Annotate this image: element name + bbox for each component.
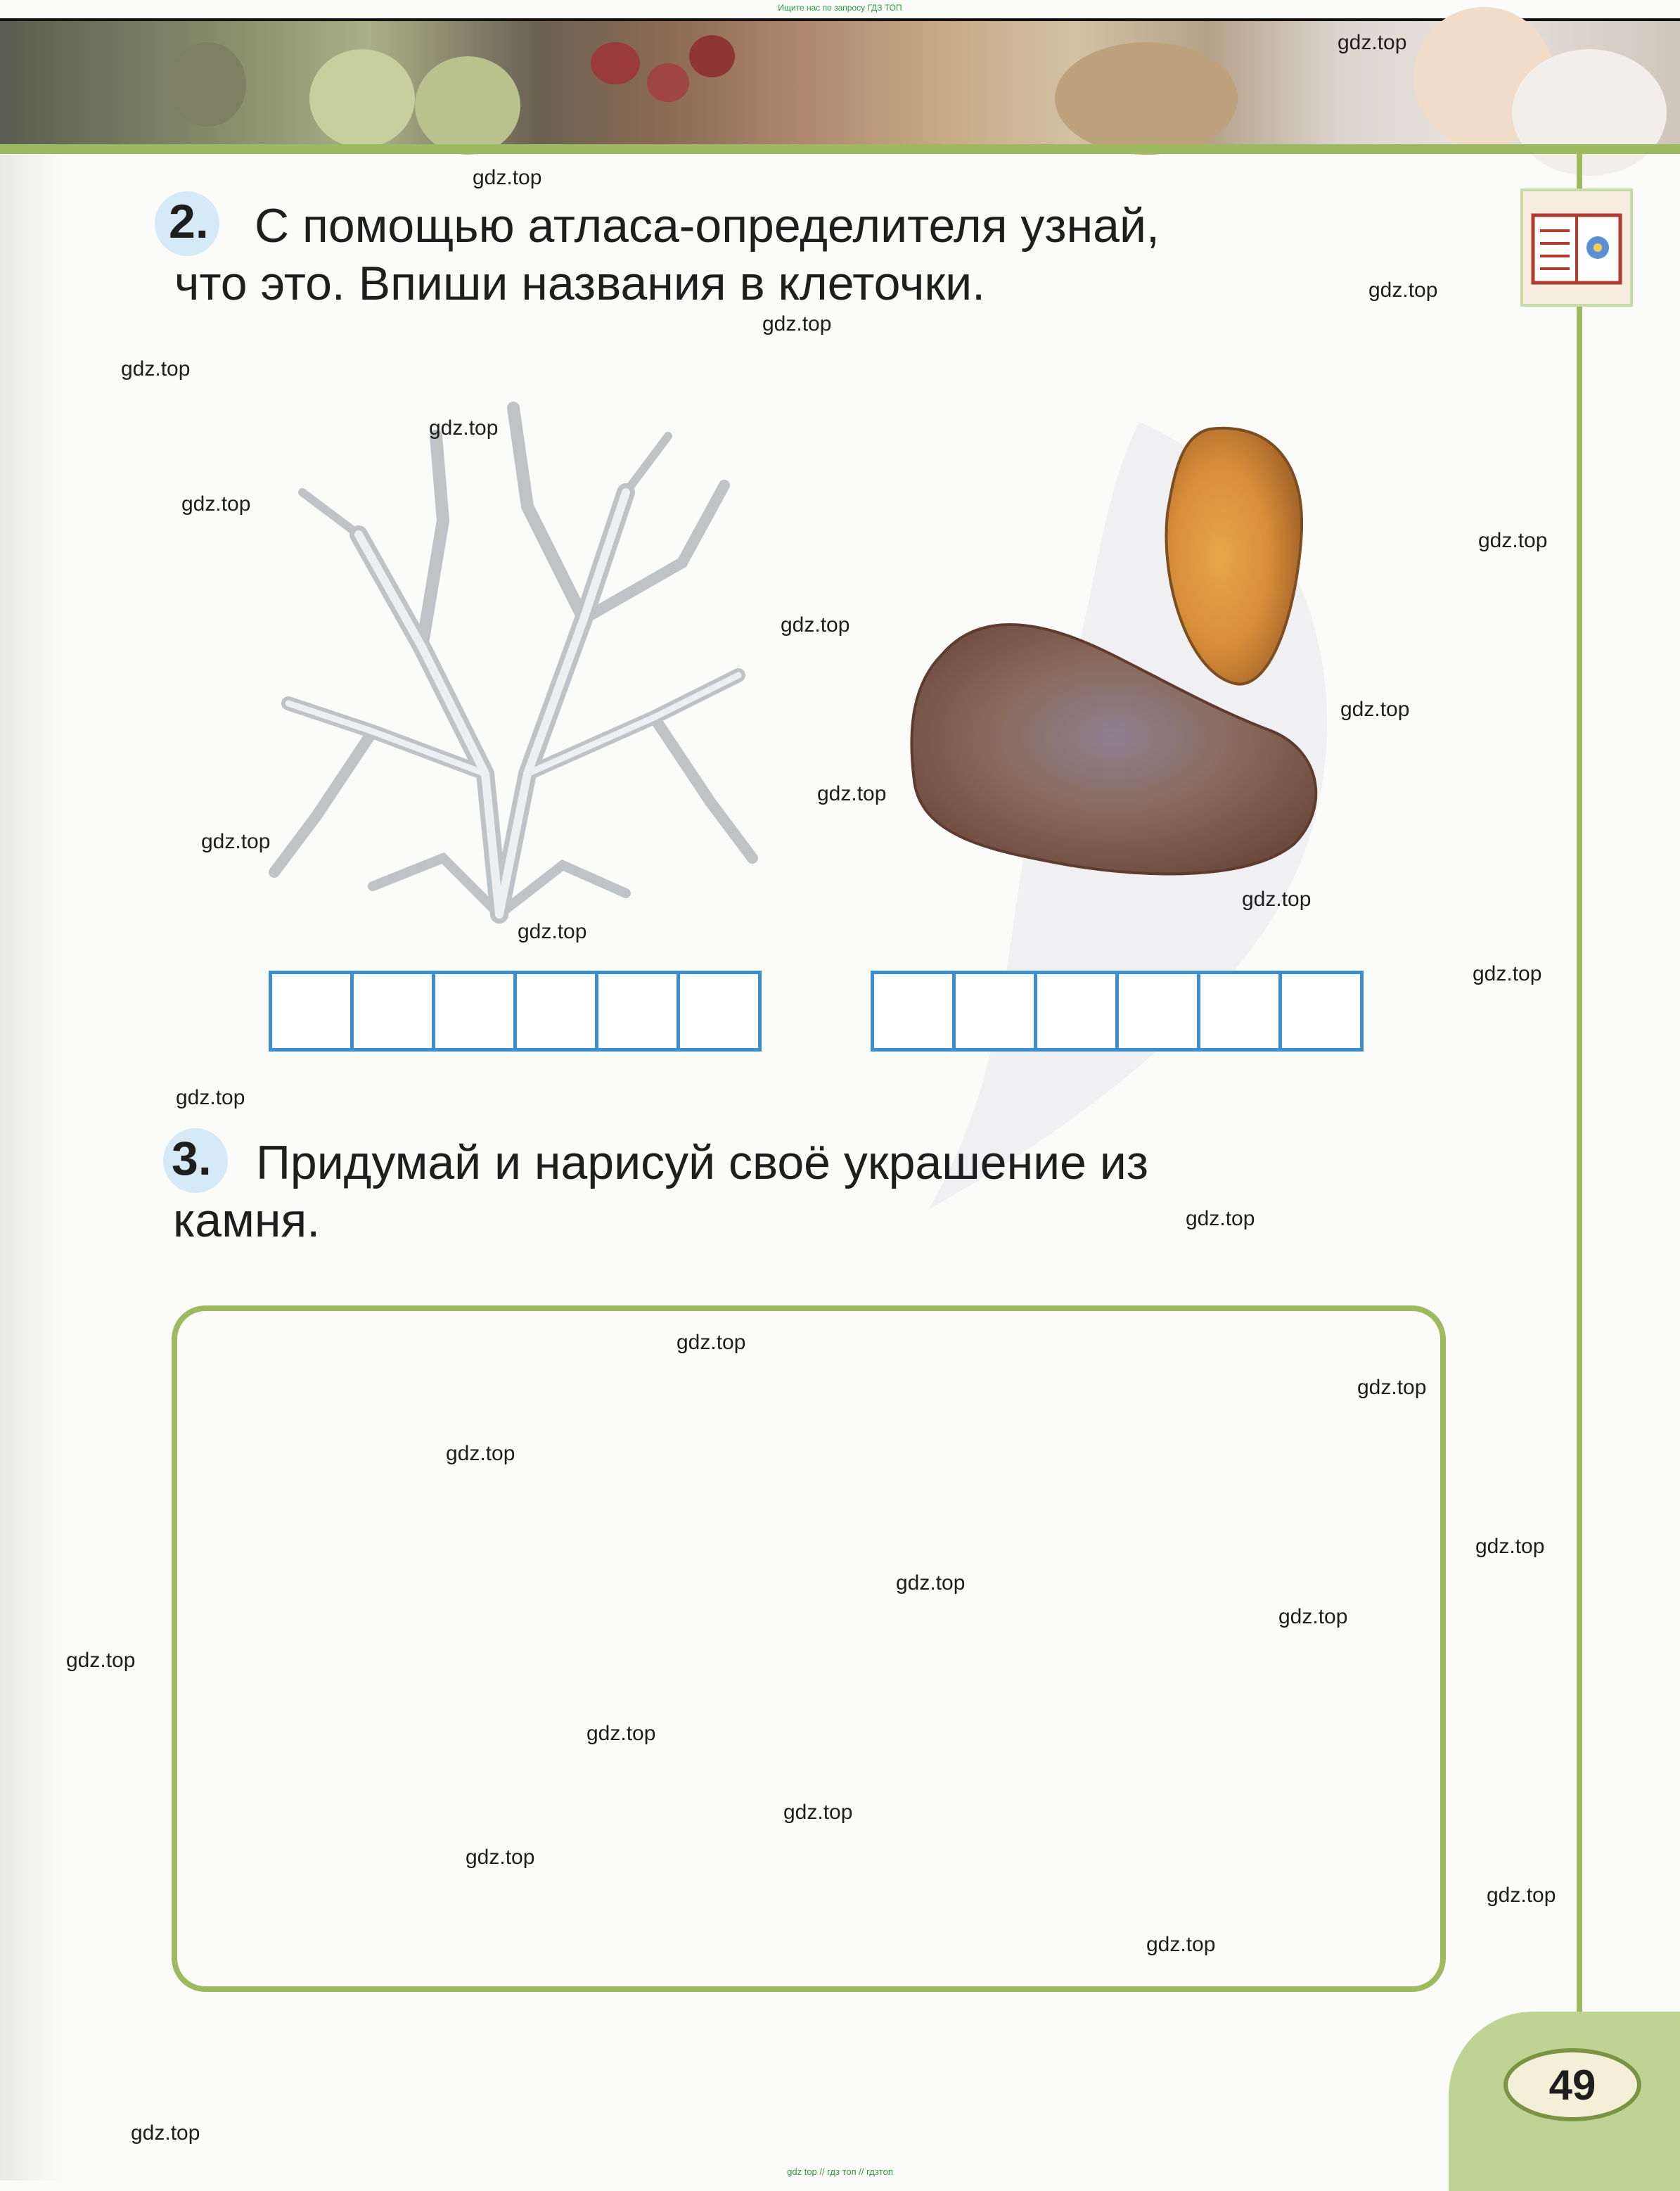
task-2-line-1: С помощью атласа-определителя узнай, (255, 199, 1160, 253)
watermark: gdz.top (783, 1801, 853, 1824)
page-gutter-shadow (0, 155, 63, 2180)
task-3-number: 3. (172, 1132, 212, 1185)
page-number: 49 (1503, 2048, 1641, 2121)
coral-answer-cells (269, 971, 762, 1052)
watermark: gdz.top (66, 1649, 136, 1672)
watermark: gdz.top (1340, 698, 1410, 721)
watermark: gdz.top (201, 830, 271, 853)
watermark: gdz.top (677, 1331, 746, 1354)
drawing-area[interactable] (172, 1305, 1446, 1992)
watermark: gdz.top (121, 357, 191, 381)
watermark: gdz.top (1487, 1884, 1556, 1907)
margin-green-line (1577, 144, 1582, 2043)
header-green-band (0, 144, 1680, 154)
watermark: gdz.top (446, 1442, 515, 1465)
task-2-line-2: что это. Впиши названия в клеточки. (174, 257, 986, 310)
letter-cell[interactable] (269, 971, 354, 1052)
watermark: gdz.top (586, 1722, 656, 1745)
letter-cell[interactable] (350, 971, 435, 1052)
stone-answer-cells (871, 971, 1364, 1052)
letter-cell[interactable] (1278, 971, 1364, 1052)
letter-cell[interactable] (677, 971, 762, 1052)
watermark: gdz.top (1186, 1207, 1255, 1230)
watermark: gdz.top (1242, 888, 1312, 911)
watermark: gdz.top (896, 1571, 966, 1595)
watermark: gdz.top (1357, 1376, 1427, 1399)
watermark: gdz.top (131, 2121, 200, 2145)
footer-text: gdz top // гдз топ // гдзтоп (787, 2166, 893, 2177)
watermark: gdz.top (429, 416, 499, 440)
watermark: gdz.top (1478, 529, 1548, 552)
watermark: gdz.top (781, 613, 850, 637)
letter-cell[interactable] (1115, 971, 1200, 1052)
watermark: gdz.top (181, 492, 251, 516)
letter-cell[interactable] (871, 971, 956, 1052)
letter-cell[interactable] (952, 971, 1037, 1052)
watermark: gdz.top (1368, 279, 1438, 302)
watermark: gdz.top (1475, 1535, 1545, 1558)
watermark: gdz.top (473, 166, 542, 189)
watermark: gdz.top (817, 782, 887, 805)
open-book-icon (1520, 189, 1633, 307)
watermark: gdz.top (466, 1846, 535, 1869)
letter-cell[interactable] (1197, 971, 1282, 1052)
letter-cell[interactable] (595, 971, 680, 1052)
letter-cell[interactable] (432, 971, 517, 1052)
header-photo-strip (0, 21, 1680, 144)
task-2-number: 2. (169, 195, 209, 248)
watermark: gdz.top (176, 1086, 245, 1109)
watermark: gdz.top (1473, 962, 1542, 985)
letter-cell[interactable] (1034, 971, 1119, 1052)
watermark: gdz.top (1278, 1605, 1348, 1628)
watermark: gdz.top (1338, 31, 1407, 54)
watermark: gdz.top (1146, 1933, 1216, 1956)
watermark: gdz.top (762, 312, 832, 336)
task-3-line-2: камня. (173, 1194, 321, 1247)
task-3-line-1: Придумай и нарисуй своё украшение из (256, 1136, 1149, 1189)
top-source-text: Ищите нас по запросу ГДЗ ТОП (778, 3, 902, 13)
coral-image (232, 380, 809, 928)
letter-cell[interactable] (513, 971, 598, 1052)
stones-image (900, 415, 1336, 907)
watermark: gdz.top (518, 920, 587, 943)
